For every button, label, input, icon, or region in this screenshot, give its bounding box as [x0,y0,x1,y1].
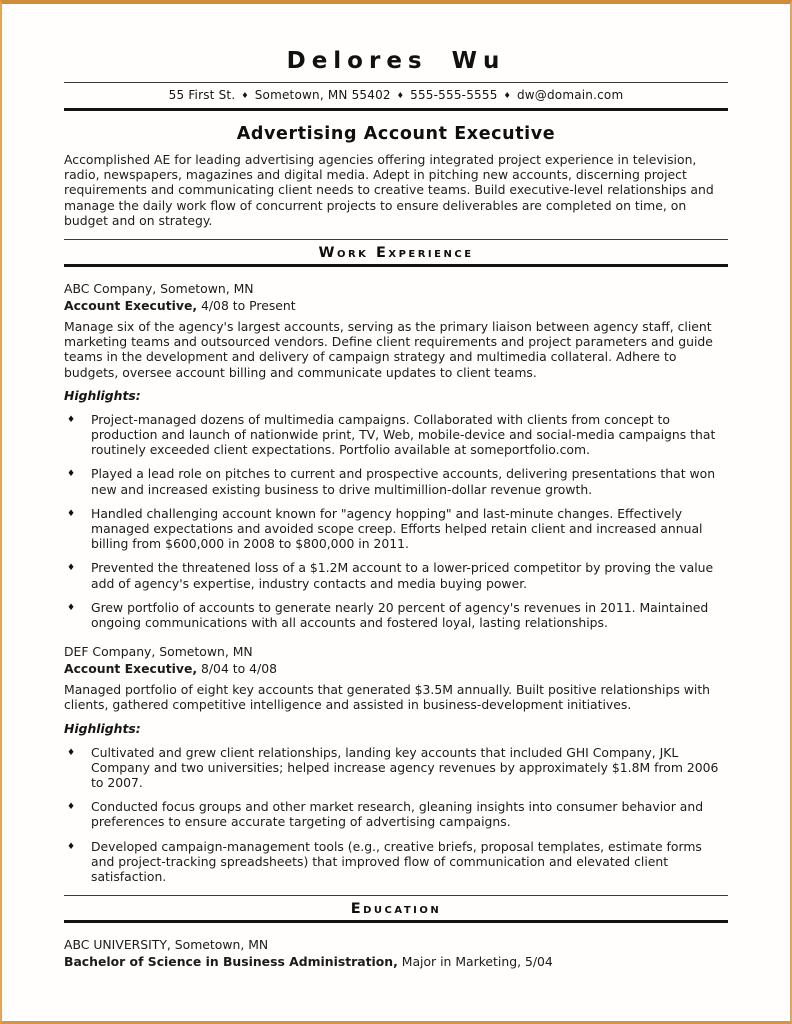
section-heading-text: Education [350,901,442,918]
education-degree: Bachelor of Science in Business Administration, [64,954,398,970]
person-name: Delores Wu [286,48,506,74]
diamond-bullet-icon: ♦ [67,563,76,574]
highlight-text: Played a lead role on pitches to current and prospective accounts, delivering presentations that won new and increased existing business to drive multimillion-dollar revenue growth. [91,466,716,497]
highlight-text: Developed campaign-management tools (e.g., creative briefs, proposal templates, estimate forms and project-tracking spreadsheets) that improved flow of communication and elevated client satisfaction. [91,838,702,885]
contact-line [64,83,728,108]
diamond-bullet-icon: ♦ [67,802,76,813]
job-description: Manage six of the agency's largest accounts, serving as the primary liaison between agency staff, client marketing teams and outsourced vendors. Define client requirements and project parameters and guide teams in the development and delivery of campaign strategy and multimedia collateral. Adhere to budgets, oversee account billing and communicate updates to client teams. [64,319,713,380]
job-role: Account Executive, [64,661,198,677]
highlights-list [64,745,728,885]
highlight-item [64,839,728,885]
diamond-separator-icon: ♦ [503,90,511,100]
summary-paragraph: Accomplished AE for leading advertising agencies offering integrated project experience in television, radio, newspapers, magazines and digital media. Adept in pitching new accounts, discerning project requirements and communicating client needs to creative teams. Build executive-level relationships and manage the daily work flow of concurrent projects to ensure deliverables are completed on time, on budget and on strategy. [64,152,714,228]
highlight-text: Prevented the threatened loss of a $1.2M account to a lower-priced competitor by proving the value add of agency's expertise, industry contacts and media buying power. [91,560,714,591]
highlights-list [64,412,728,630]
education-degree-detail: Major in Marketing, 5/04 [397,954,553,970]
job-role: Account Executive, [64,298,198,314]
job-dates: 8/04 to 4/08 [197,661,277,677]
education-school: ABC UNIVERSITY, Sometown, MN [64,937,269,953]
highlights-label: Highlights: [64,720,141,736]
section-header-work-experience [64,239,728,267]
diamond-separator-icon: ♦ [241,90,249,100]
highlight-item [64,412,728,458]
contact-address: 55 First St. [168,88,236,102]
job-description: Managed portfolio of eight key accounts that generated $3.5M annually. Built positive relationships with clients, gathered competitive intelligence and assisted in business-development initiatives. [64,682,711,713]
diamond-separator-icon: ♦ [396,90,405,100]
highlight-item [64,799,728,829]
highlight-item [64,600,728,630]
diamond-bullet-icon: ♦ [67,747,76,758]
job-company: ABC Company, Sometown, MN [64,281,254,297]
section-header-education [64,895,728,923]
job-role-line [64,661,728,676]
highlight-text: Cultivated and grew client relationships, landing key accounts that included GHI Company, JKL Company and two universities; helped increase agency revenues by approximately $1.8M from 2006 to 2007. [91,744,719,791]
job-role-line [64,298,728,313]
highlight-text: Conducted focus groups and other market research, gleaning insights into consumer behavior and preferences to ensure accurate targeting of advertising campaigns. [91,799,704,830]
contact-phone: 555-555-5555 [410,88,498,102]
education-degree-line [64,954,728,969]
contact-city: Sometown, MN 55402 [254,88,391,102]
highlight-item [64,506,728,552]
diamond-bullet-icon: ♦ [67,414,76,425]
contact-email: dw@domain.com [516,88,624,102]
highlight-text: Grew portfolio of accounts to generate nearly 20 percent of agency's revenues in 2011. Maintained ongoing communications with all accounts and fostered loyal, lasting relationships. [91,599,709,631]
job-dates: 4/08 to Present [197,298,296,314]
section-heading-text: Work Experience [318,245,474,262]
diamond-bullet-icon: ♦ [67,602,76,613]
highlights-label: Highlights: [64,387,141,403]
diamond-bullet-icon: ♦ [67,469,76,480]
diamond-bullet-icon: ♦ [67,508,76,519]
highlight-item [64,745,728,791]
job-company: DEF Company, Sometown, MN [64,644,253,660]
highlight-item [64,466,728,496]
diamond-bullet-icon: ♦ [67,841,76,852]
highlight-item [64,560,728,590]
highlight-text: Project-managed dozens of multimedia campaigns. Collaborated with clients from concept to production and launch of nationwide print, TV, Web, mobile-device and social-media campaigns that routinely exceeded client expectations. Portfolio available at someportfolio.com. [91,411,716,458]
resume-title: Advertising Account Executive [236,124,556,144]
divider-under-contact [64,108,728,111]
highlight-text: Handled challenging account known for "agency hopping" and last-minute changes. Effectively managed expectations and avoided scope creep. Efforts helped retain client and increased annual billing from $600,000 in 2008 to $800,000 in 2011. [91,505,703,552]
